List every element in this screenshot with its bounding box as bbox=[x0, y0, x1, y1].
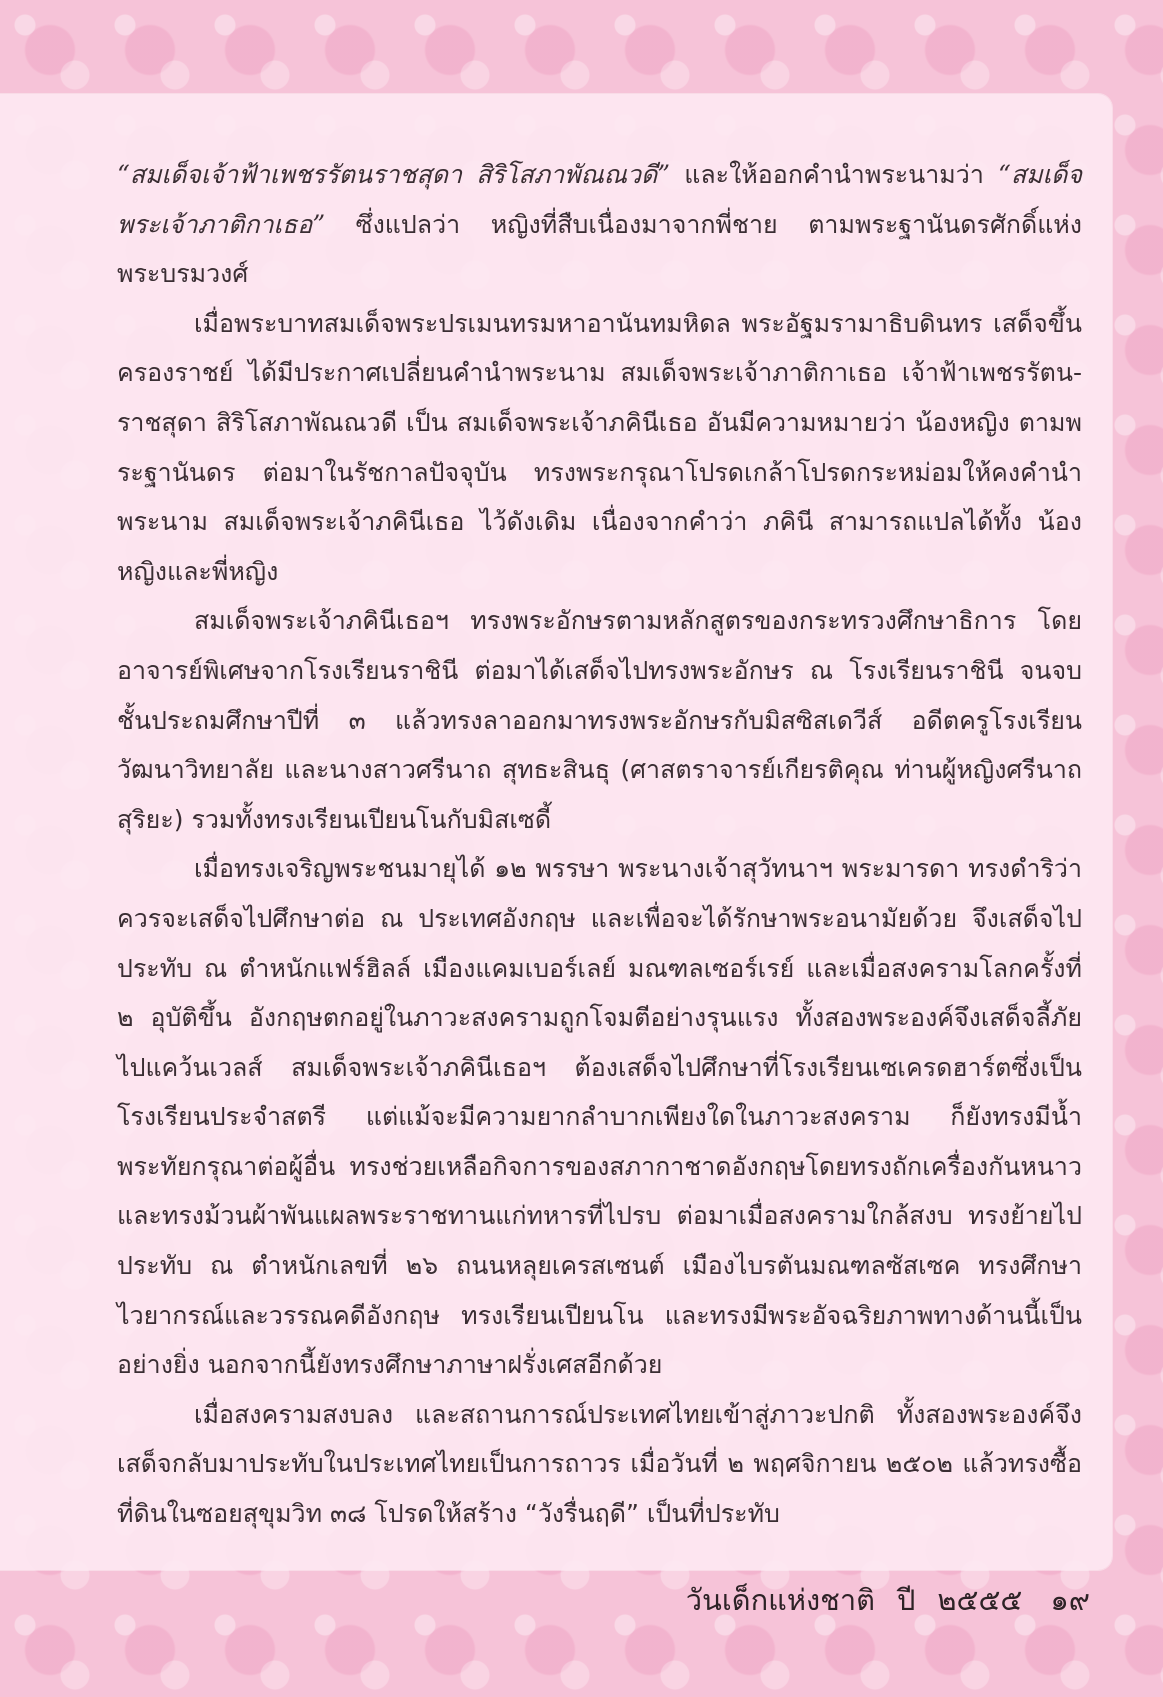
text-segment: เมื่อพระบาทสมเด็จพระปรเมนทรมหาอานันทมหิดล พระอัฐมรามาธิบดินทร เสด็จขึ้นครองราชย์ ได้มีประกาศเปลี่ยนคำนำพระนาม สมเด็จพระเจ้าภาติกาเธอ เจ้าฟ้าเพชรรัตน-ราชสุดา สิริโสภาพัณณวดี เป็น สมเด็จพระเจ้าภคินีเธอ อันมีความหมายว่า น้องหญิง ตามพระฐานันดร ต่อมาในรัชกาลปัจจุบัน ทรงพระกรุณาโปรดเกล้าโปรดกระหม่อมให้คงคำนำพระนาม สมเด็จพระเจ้าภคินีเธอ ไว้ดังเดิม เนื่องจากคำว่า ภคินี สามารถแปลได้ทั้ง น้องหญิงและพี่หญิง bbox=[117, 308, 1082, 586]
text-segment: เมื่อสงครามสงบลง และสถานการณ์ประเทศไทยเข้าสู่ภาวะปกติ ทั้งสองพระองค์จึงเสด็จกลับมาประทับในประเทศไทยเป็นการถาวร เมื่อวันที่ ๒ พฤศจิกายน ๒๕๐๒ แล้วทรงซื้อที่ดินในซอยสุขุมวิท ๓๘ โปรดให้สร้าง “วังรื่นฤดี” เป็นที่ประทับ bbox=[117, 1399, 1082, 1529]
text-segment: สมเด็จพระเจ้าภคินีเธอฯ ทรงพระอักษรตามหลักสูตรของกระทรวงศึกษาธิการ โดยอาจารย์พิเศษจากโรงเรียนราชินี ต่อมาได้เสด็จไปทรงพระอักษร ณ โรงเรียนราชินี จนจบชั้นประถมศึกษาปีที่ ๓ แล้วทรงลาออกมาทรงพระอักษรกับมิสซิสเดวีส์ อดีตครูโรงเรียนวัฒนาวิทยาลัย และนางสาวศรีนาถ สุทธะสินธุ (ศาสตราจารย์เกียรติคุณ ท่านผู้หญิงศรีนาถ สุริยะ) รวมทั้งทรงเรียนเปียนโนกับมิสเซดี้ bbox=[117, 606, 1082, 834]
footer-year-label: ปี bbox=[896, 1583, 916, 1617]
text-segment: และให้ออกคำนำพระนามว่า bbox=[670, 160, 999, 189]
paragraph bbox=[117, 1390, 1082, 1539]
page-number: ๑๙ bbox=[1050, 1583, 1090, 1617]
text-segment: ซึ่งแปลว่า หญิงที่สืบเนื่องมาจากพี่ชาย ตามพระฐานันดรศักดิ์แห่งพระบรมวงศ์ bbox=[117, 209, 1082, 289]
page-footer bbox=[686, 1580, 1090, 1620]
paragraph bbox=[117, 150, 1082, 299]
paragraph bbox=[117, 299, 1082, 597]
footer-title: วันเด็กแห่งชาติ bbox=[685, 1583, 875, 1617]
text-segment: เมื่อทรงเจริญพระชนมายุได้ ๑๒ พรรษา พระนางเจ้าสุวัทนาฯ พระมารดา ทรงดำริว่าควรจะเสด็จไปศึกษาต่อ ณ ประเทศอังกฤษ และเพื่อจะได้รักษาพระอนามัยด้วย จึงเสด็จไปประทับ ณ ตำหนักแฟร์ฮิลล์ เมืองแคมเบอร์เลย์ มณฑลเซอร์เรย์ และเมื่อสงครามโลกครั้งที่ ๒ อุบัติขึ้น อังกฤษตกอยู่ในภาวะสงครามถูกโจมตีอย่างรุนแรง ทั้งสองพระองค์จึงเสด็จลี้ภัยไปแคว้นเวลส์ สมเด็จพระเจ้าภคินีเธอฯ ต้องเสด็จไปศึกษาที่โรงเรียนเซเครดฮาร์ตซึ่งเป็นโรงเรียนประจำสตรี แต่แม้จะมีความยากลำบากเพียงใดในภาวะสงคราม ก็ยังทรงมีน้ำพระทัยกรุณาต่อผู้อื่น ทรงช่วยเหลือกิจการของสภากาชาดอังกฤษโดยทรงถักเครื่องกันหนาวและทรงม้วนผ้าพันแผลพระราชทานแก่ทหารที่ไปรบ ต่อมาเมื่อสงครามใกล้สงบ ทรงย้ายไปประทับ ณ ตำหนักเลขที่ ๒๖ ถนนหลุยเครสเซนต์ เมืองไบรตันมณฑลซัสเซค ทรงศึกษาไวยากรณ์และวรรณคดีอังกฤษ ทรงเรียนเปียนโน และทรงมีพระอัจฉริยภาพทางด้านนี้เป็นอย่างยิ่ง นอกจากนี้ยังทรงศึกษาภาษาฝรั่งเศสอีกด้วย bbox=[117, 854, 1082, 1380]
italic-text: “สมเด็จพระเจ้าภาติกาเธอ” bbox=[117, 160, 1082, 239]
paragraph bbox=[117, 844, 1082, 1390]
paragraph bbox=[117, 596, 1082, 844]
italic-text: “สมเด็จเจ้าฟ้าเพชรรัตนราชสุดา สิริโสภาพัณณวดี” bbox=[117, 160, 671, 189]
footer-year: ๒๕๕๕ bbox=[937, 1583, 1023, 1617]
body-text bbox=[117, 150, 1082, 1539]
